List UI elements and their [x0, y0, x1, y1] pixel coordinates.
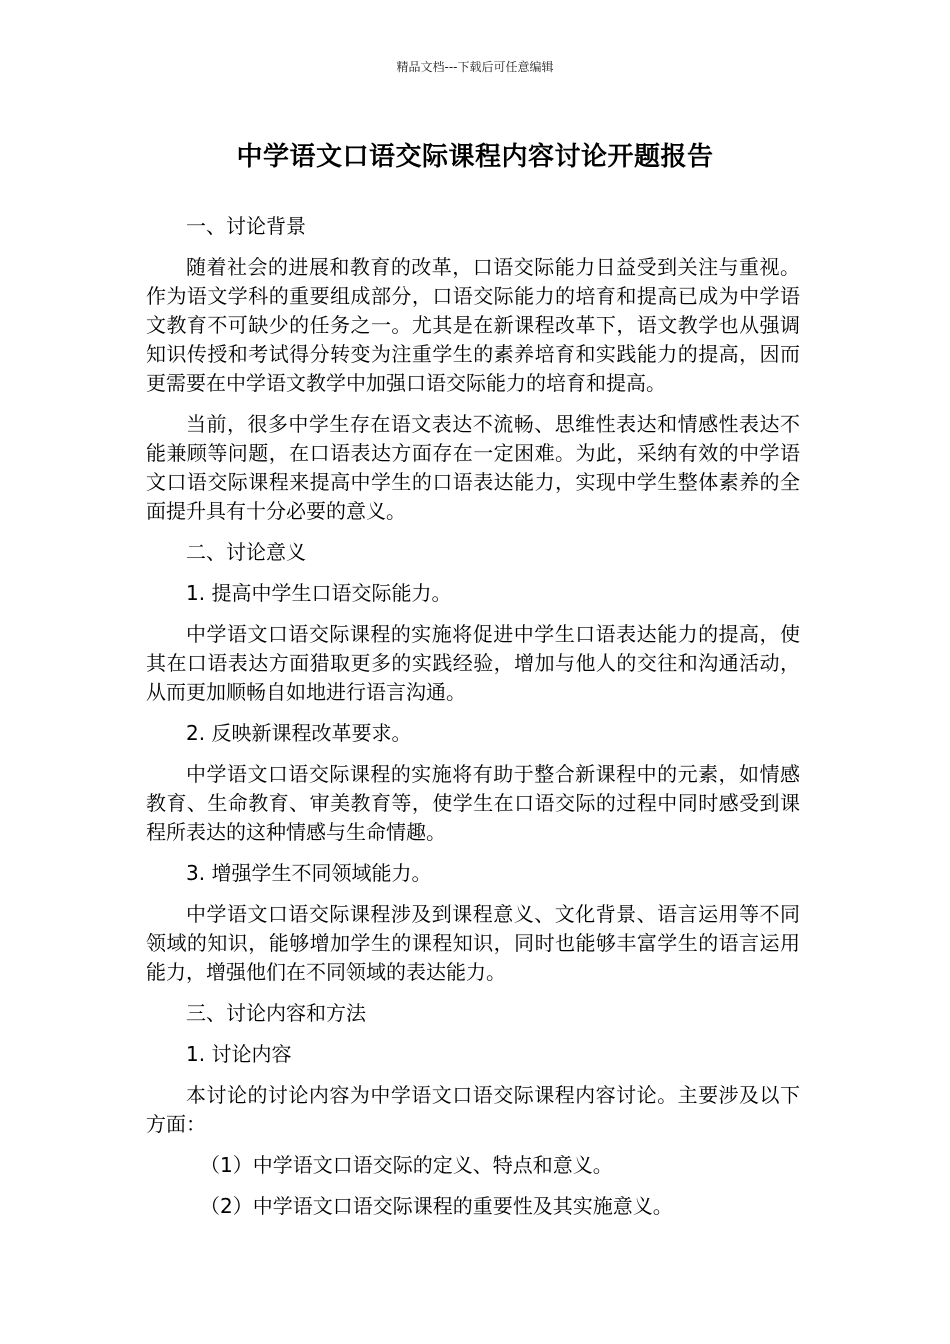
background-paragraph-1: 随着社会的进展和教育的改革，口语交际能力日益受到关注与重视。作为语文学科的重要组成部分，口语交际能力的培育和提高已成为中学语文教育不可缺少的任务之一。尤其是在新课程改革下，语文教学也从强调知识传授和考试得分转变为注重学生的素养培育和实践能力的提高，因而更需要在中学语文教学中加强口语交际能力的培育和提高。	[146, 255, 800, 395]
significance-paragraph-1: 中学语文口语交际课程的实施将促进中学生口语表达能力的提高，使其在口语表达方面猎取更多的实践经验，增加与他人的交往和沟通活动，从而更加顺畅自如地进行语言沟通。	[146, 622, 800, 704]
section-heading-content-method: 三、讨论内容和方法	[186, 1001, 366, 1025]
document-title: 中学语文口语交际课程内容讨论开题报告	[236, 142, 714, 172]
section-heading-significance: 二、讨论意义	[186, 540, 306, 564]
content-list-item-2: （2）中学语文口语交际课程的重要性及其实施意义。	[200, 1194, 673, 1218]
subheading-significance-3: 3. 增强学生不同领域能力。	[186, 861, 432, 885]
background-paragraph-2: 当前，很多中学生存在语文表达不流畅、思维性表达和情感性表达不能兼顾等问题，在口语表达方面存在一定困难。为此，采纳有效的中学语文口语交际课程来提高中学生的口语表达能力，实现中学生整体素养的全面提升具有十分必要的意义。	[146, 412, 800, 523]
significance-paragraph-3: 中学语文口语交际课程涉及到课程意义、文化背景、语言运用等不同领域的知识，能够增加学生的课程知识，同时也能够丰富学生的语言运用能力，增强他们在不同领域的表达能力。	[146, 902, 800, 984]
subheading-significance-1: 1. 提高中学生口语交际能力。	[186, 581, 452, 605]
section-heading-background: 一、讨论背景	[186, 214, 306, 238]
document-body	[146, 212, 800, 1233]
header-note: 精品文档---下载后可任意编辑	[396, 60, 554, 74]
content-list-item-1: （1）中学语文口语交际的定义、特点和意义。	[200, 1153, 613, 1177]
significance-paragraph-2: 中学语文口语交际课程的实施将有助于整合新课程中的元素，如情感教育、生命教育、审美教育等，使学生在口语交际的过程中同时感受到课程所表达的这种情感与生命情趣。	[146, 762, 800, 844]
content-paragraph-1: 本讨论的讨论内容为中学语文口语交际课程内容讨论。主要涉及以下方面：	[146, 1083, 800, 1136]
subheading-content-1: 1. 讨论内容	[186, 1042, 292, 1066]
subheading-significance-2: 2. 反映新课程改革要求。	[186, 721, 412, 745]
